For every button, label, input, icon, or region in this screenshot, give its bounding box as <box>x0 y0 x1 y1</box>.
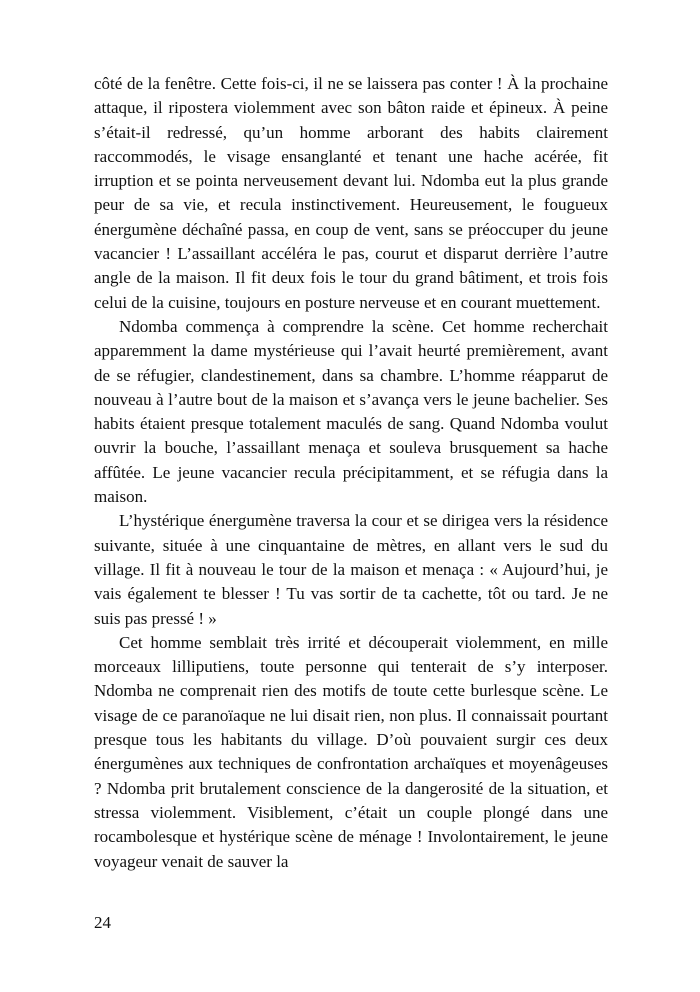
paragraph-1: côté de la fenêtre. Cette fois-ci, il ne se laissera pas conter ! À la prochaine attaque, il ripostera violemment avec son bâton raide et épineux. À peine s’était-il redressé, qu’un homme arborant des habits clairement raccommodés, le visage ensanglanté et tenant une hache acérée, fit irruption et se pointa nerveusement devant lui. Ndomba eut la plus grande peur de sa vie, et recula instinctivement. Heureusement, le fougueux énergumène déchaîné passa, en coup de vent, sans se préoccuper du jeune vacancier ! L’assaillant accéléra le pas, courut et disparut derrière l’autre angle de la maison. Il fit deux fois le tour du grand bâtiment, et trois fois celui de la cuisine, toujours en posture nerveuse et en courant muettement. <box>94 74 608 312</box>
paragraph-3: L’hystérique énergumène traversa la cour et se dirigea vers la résidence suivante, située à une cinquantaine de mètres, en allant vers le sud du village. Il fit à nouveau le tour de la maison et menaça : « Aujourd’hui, je vais également te blesser ! Tu vas sortir de ta cachette, tôt ou tard. Je ne suis pas pressé ! » <box>94 511 608 628</box>
paragraph-4: Cet homme semblait très irrité et découperait violemment, en mille morceaux lilliputiens, toute personne qui tenterait de s’y interposer. Ndomba ne comprenait rien des motifs de toute cette burlesque scène. Le visage de ce paranoïaque ne lui disait rien, non plus. Il connaissait pourtant presque tous les habitants du village. D’où pouvaient surgir ces deux énergumènes aux techniques de confrontation archaïques et moyenâgeuses ? Ndomba prit brutalement conscience de la dangerosité de la situation, et stressa violemment. Visiblement, c’était un couple plongé dans une rocambolesque et hystérique scène de ménage ! Involontairement, le jeune voyageur venait de sauver la <box>94 632 608 871</box>
paragraph-2: Ndomba commença à comprendre la scène. Cet homme recherchait apparemment la dame mystérieuse qui l’avait heurté premièrement, avant de se réfugier, clandestinement, dans sa chambre. L’homme réapparut de nouveau à l’autre bout de la maison et s’avança vers le jeune bachelier. Ses habits étaient presque totalement maculés de sang. Quand Ndomba voulut ouvrir la bouche, l’assaillant menaça et souleva brusquement sa hache affûtée. Le jeune vacancier recula précipitamment, et se réfugia dans la maison. <box>94 316 608 507</box>
page-body <box>94 72 608 874</box>
page-number: 24 <box>94 913 111 932</box>
